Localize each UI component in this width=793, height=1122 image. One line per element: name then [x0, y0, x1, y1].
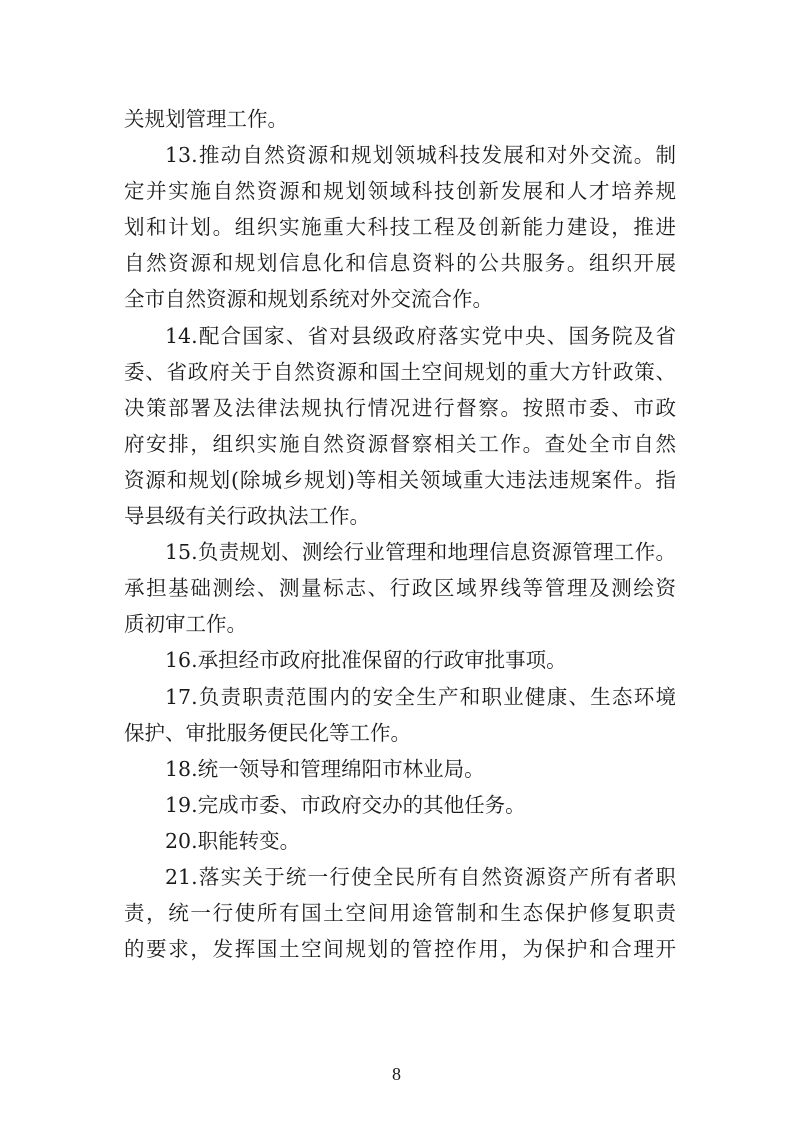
text-line: 质初审工作。 — [124, 612, 247, 637]
text-line: 17.负责职责范围内的安全生产和职业健康、生态环境 — [165, 684, 676, 709]
text-line: 14.配合国家、省对县级政府落实党中央、国务院及省 — [165, 323, 676, 348]
text-line: 16.承担经市政府批准保留的行政审批事项。 — [165, 648, 567, 673]
text-line: 定并实施自然资源和规划领域科技创新发展和人才培养规 — [124, 179, 676, 204]
text-line: 关规划管理工作。 — [124, 107, 288, 131]
page-number: 8 — [392, 1064, 401, 1084]
text-line: 划和计划。组织实施重大科技工程及创新能力建设，推进 — [124, 215, 676, 240]
text-line: 决策部署及法律法规执行情况进行督察。按照市委、市政 — [124, 395, 676, 420]
text-line: 13.推动自然资源和规划领城科技发展和对外交流。制 — [165, 143, 676, 168]
text-line: 委、省政府关于自然资源和国土空间规划的重大方针政策、 — [124, 359, 676, 384]
text-line: 承担基础测绘、测量标志、行政区域界线等管理及测绘资 — [124, 576, 676, 601]
text-line: 15.负责规划、测绘行业管理和地理信息资源管理工作。 — [165, 540, 676, 565]
text-line: 保护、审批服务便民化等工作。 — [124, 720, 411, 745]
text-line: 全市自然资源和规划系统对外交流合作。 — [124, 287, 493, 312]
text-line: 20.职能转变。 — [165, 828, 301, 853]
text-line: 21.落实关于统一行使全民所有自然资源资产所有者职 — [165, 864, 676, 889]
text-line: 19.完成市委、市政府交办的其他任务。 — [165, 792, 526, 817]
text-line: 自然资源和规划信息化和信息资料的公共服务。组织开展 — [124, 251, 676, 276]
text-line: 导县级有关行政执法工作。 — [124, 504, 370, 529]
text-line: 的要求，发挥国土空间规划的管控作用，为保护和合理开 — [124, 937, 676, 962]
text-line: 责，统一行使所有国土空间用途管制和生态保护修复职责 — [124, 901, 676, 926]
text-line: 18.统一领导和管理绵阳市林业局。 — [165, 756, 485, 781]
text-line: 资源和规划(除城乡规划)等相关领域重大违法违规案件。指 — [124, 467, 676, 492]
body-text — [124, 101, 676, 967]
text-line: 府安排，组织实施自然资源督察相关工作。查处全市自然 — [124, 431, 676, 456]
